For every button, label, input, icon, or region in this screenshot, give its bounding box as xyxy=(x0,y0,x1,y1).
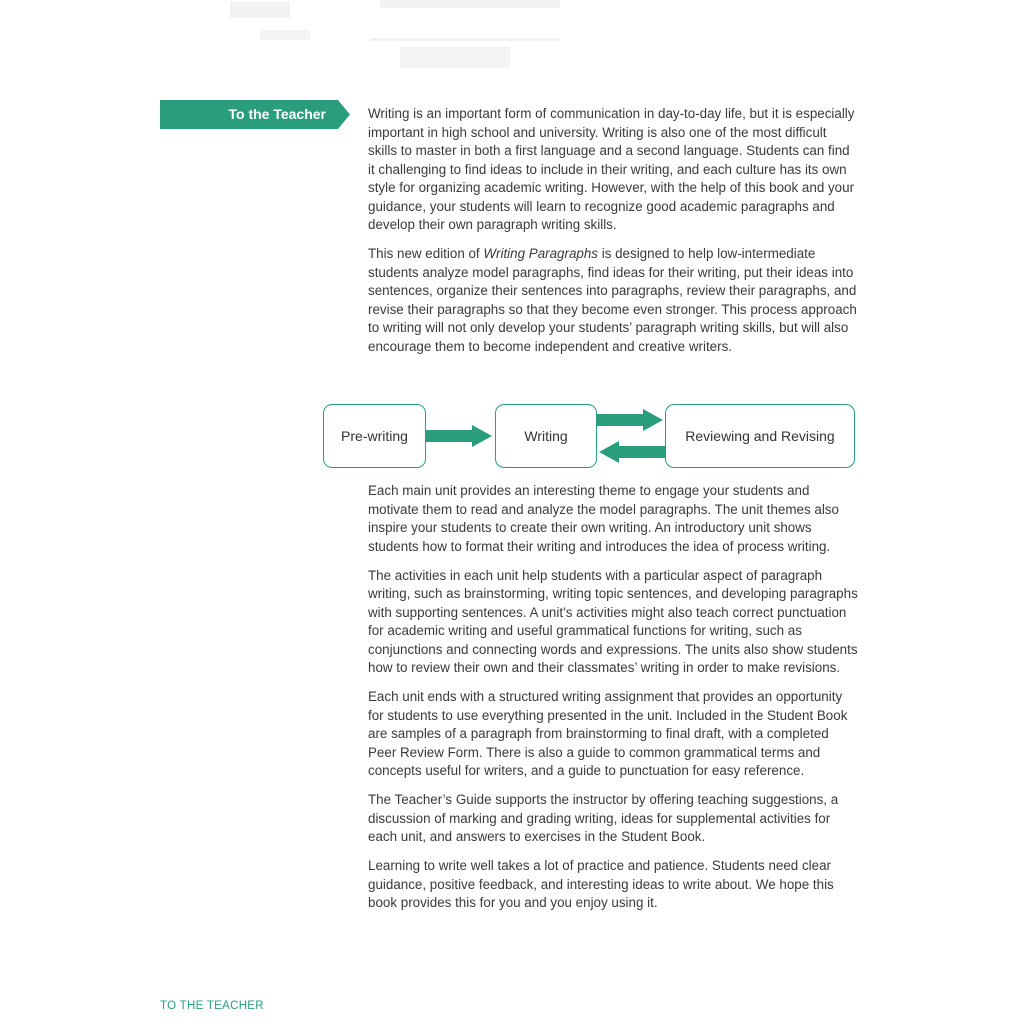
section-tab xyxy=(160,100,350,129)
paragraph-text: This new edition of xyxy=(368,246,484,261)
paragraph: The activities in each unit help students with a particular aspect of paragraph writing, such as brainstorming, writing topic sentences, and developing paragraphs with supporting sentences. A unit’s activities might also teach correct punctuation for academic writing and useful grammatical functions for writing, such as conjunctions and connecting words and expressions. The units also show students how to review their own and their classmates’ writing in order to make revisions. xyxy=(368,567,858,675)
arrow-left-icon xyxy=(599,441,665,463)
paragraph: Writing is an important form of communication in day-to-day life, but it is especially important in high school and university. Writing is also one of the most difficult skills to master in both a first language and a second language. Students can find it challenging to find ideas to include in their writing, and each culture has its own style for organizing academic writing. However, with the help of this book and your guidance, your students will learn to recognize good academic paragraphs and develop their own paragraph writing skills. xyxy=(368,106,855,232)
paragraph xyxy=(368,245,858,356)
paragraph: Learning to write well takes a lot of practice and patience. Students need clear guidance, positive feedback, and interesting ideas to write about. We hope this book provides this for you and you enjoy using it. xyxy=(368,858,834,910)
process-step-reviewing-revising: Reviewing and Revising xyxy=(665,404,855,468)
running-footer: TO THE TEACHER xyxy=(160,1000,264,1012)
bleed-through-shadow xyxy=(220,0,580,80)
book-title: Writing Paragraphs xyxy=(483,246,598,261)
body-text xyxy=(368,482,858,923)
paragraph: The Teacher’s Guide supports the instructor by offering teaching suggestions, a discussion of marking and grading writing, ideas for supplemental activities for each unit, and answers to exercises in the Student Book. xyxy=(368,792,839,844)
section-tab-label: To the Teacher xyxy=(228,106,326,122)
arrow-right-icon xyxy=(426,425,492,447)
intro-text xyxy=(368,105,858,367)
paragraph: Each unit ends with a structured writing assignment that provides an opportunity for students to use everything presented in the unit. Included in the Student Book are samples of a paragraph from brainstorming to final draft, with a completed Peer Review Form. There is also a guide to common grammatical terms and concepts useful for writers, and a guide to punctuation for easy reference. xyxy=(368,689,848,778)
process-step-prewriting: Pre-writing xyxy=(323,404,426,468)
arrow-right-icon xyxy=(597,409,663,431)
paragraph: Each main unit provides an interesting theme to engage your students and motivate them to read and analyze the model paragraphs. The unit themes also inspire your students to create their own writing. An introductory unit shows students how to format their writing and introduces the idea of process writing. xyxy=(368,483,839,554)
paragraph-text: is designed to help low-intermediate students analyze model paragraphs, find ideas for their writing, put their ideas into sentences, organize their sentences into paragraphs, review their paragraphs, and revise their paragraphs so that they become even stronger. This process approach to writing will not only develop your students’ paragraph writing skills, but will also encourage them to become independent and creative writers. xyxy=(368,246,857,354)
process-step-writing: Writing xyxy=(495,404,597,468)
writing-process-diagram xyxy=(320,400,860,472)
